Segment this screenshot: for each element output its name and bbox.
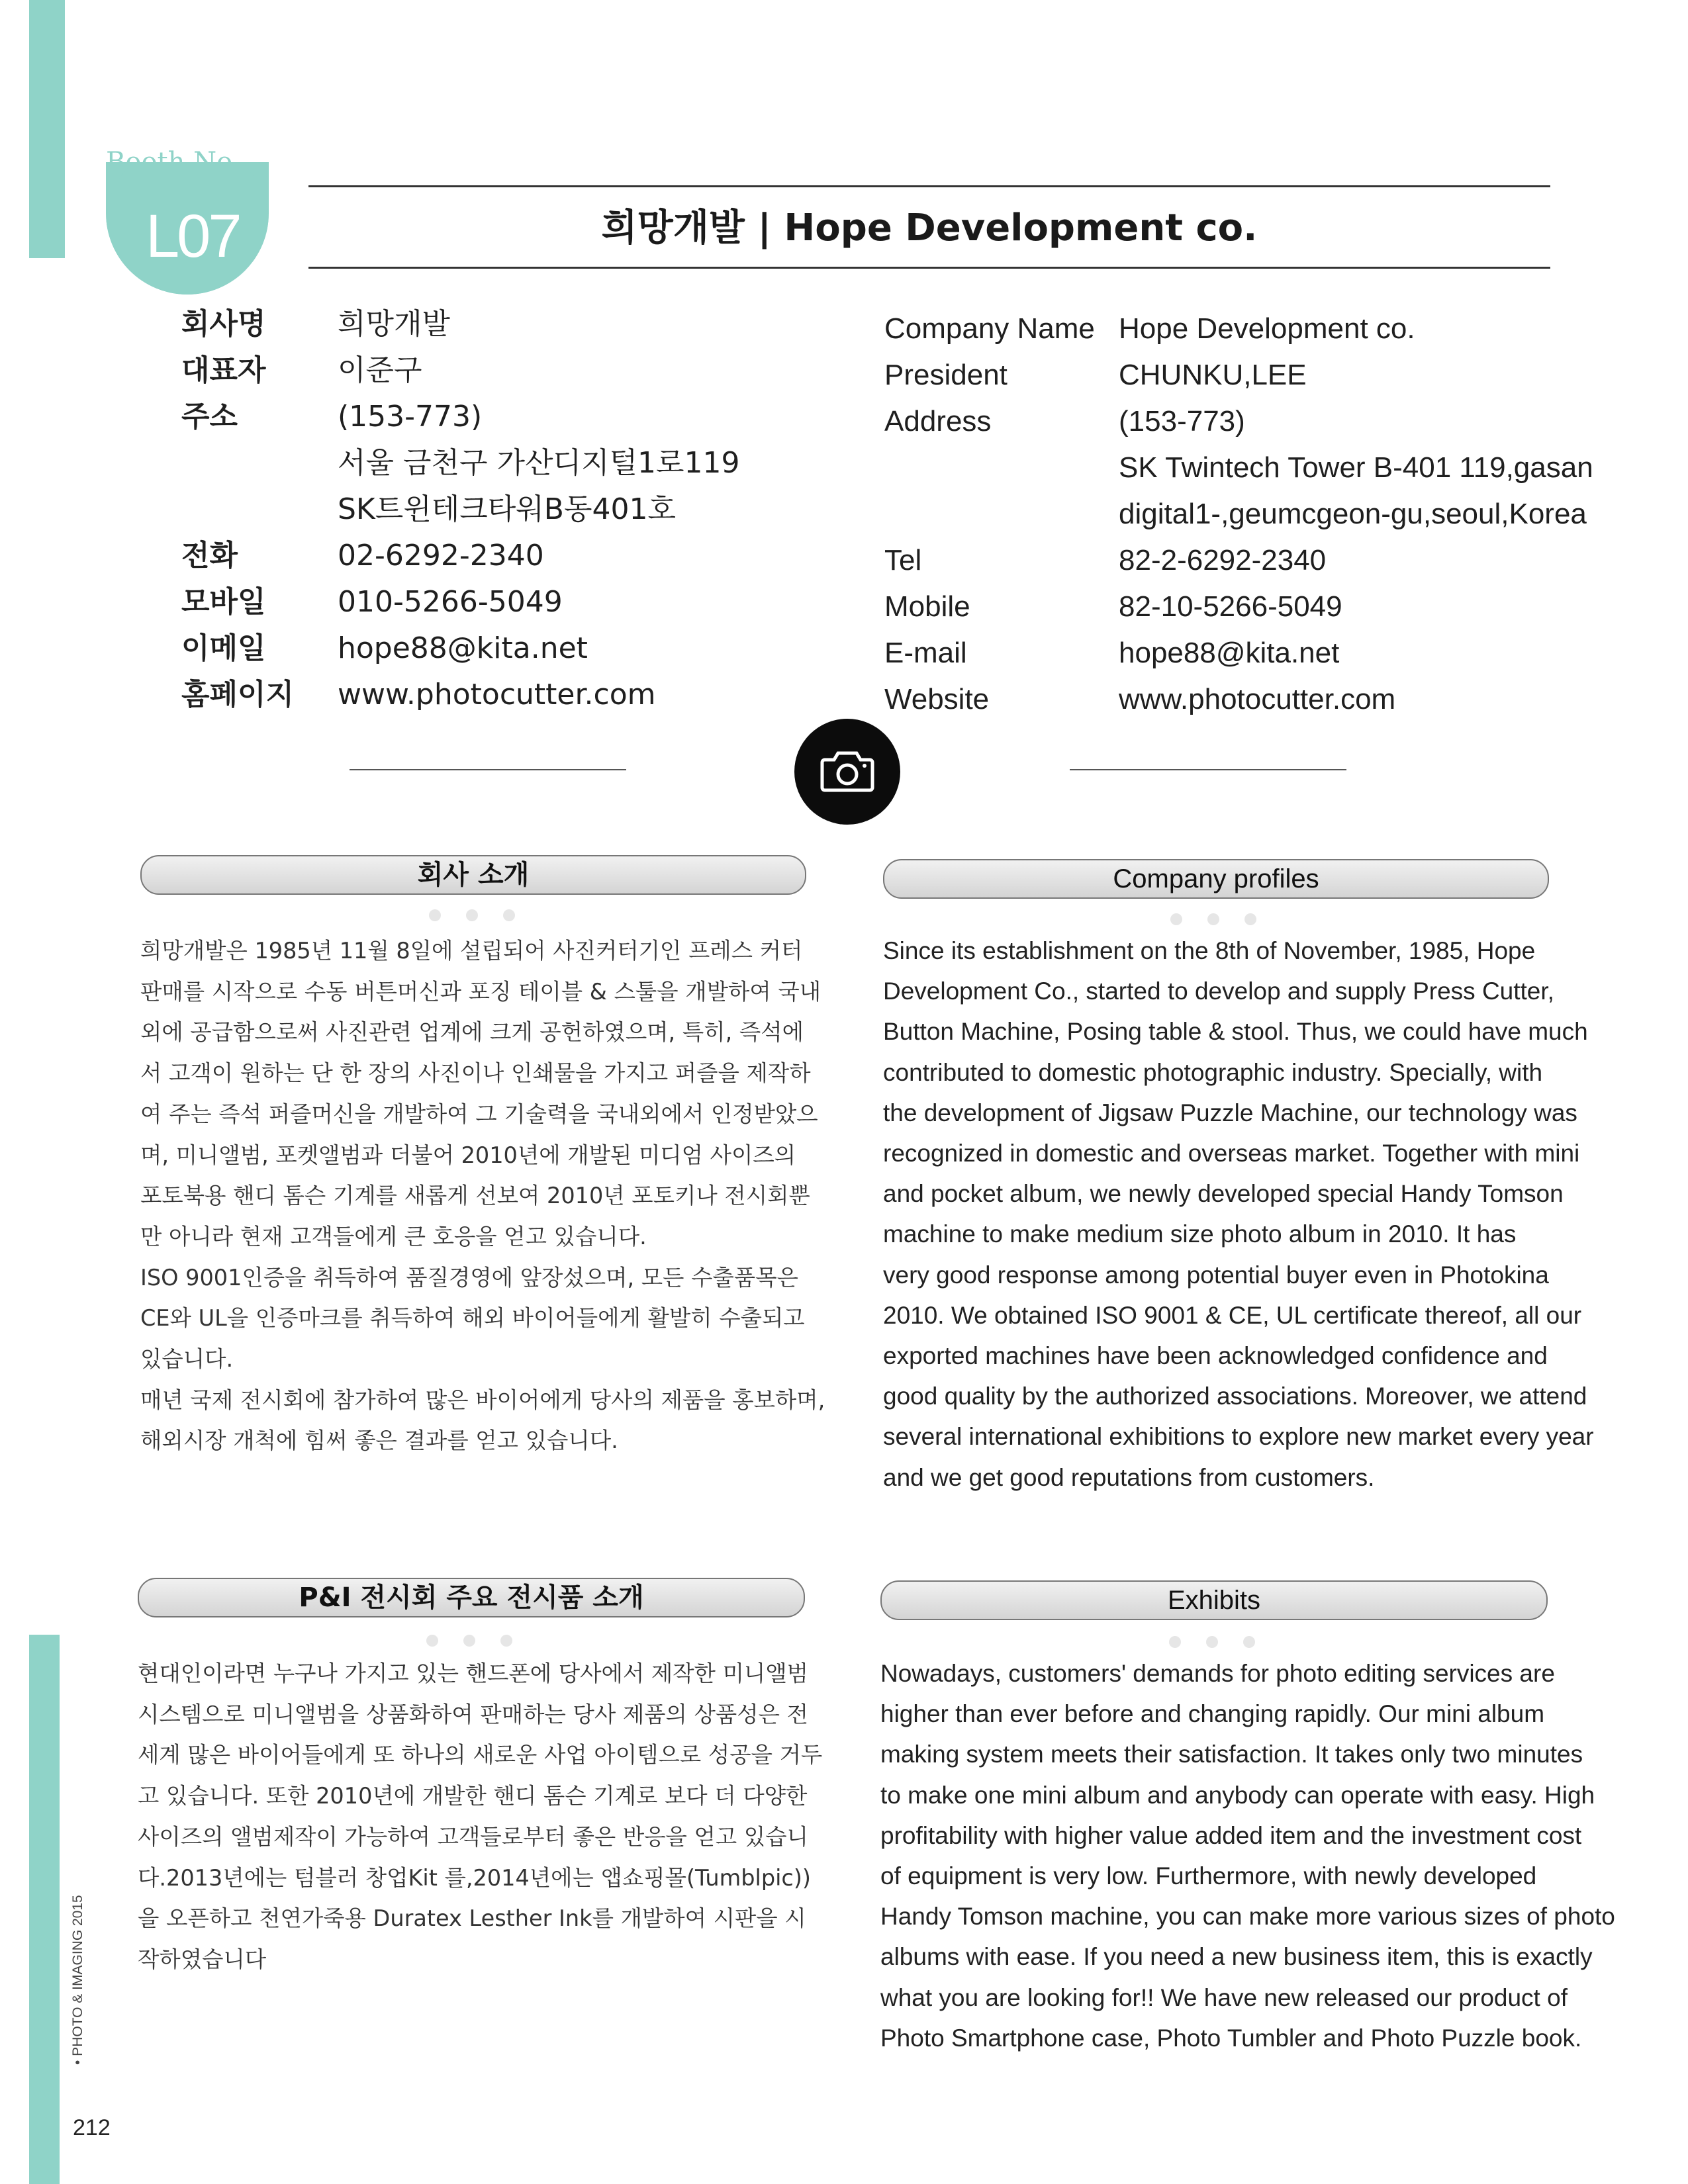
company-info-english	[884, 306, 1613, 723]
section-heading-exhibits-en: Exhibits	[880, 1580, 1548, 1620]
text-line: Development Co., started to develop and supply Press Cutter,	[883, 978, 1554, 1005]
info-value: www.photocutter.com	[338, 678, 656, 711]
info-value: Hope Development co.	[1119, 312, 1415, 345]
heading-dots	[426, 1635, 526, 1648]
info-value: SK트윈테크타워B동401호	[338, 492, 676, 526]
info-label: 전화	[181, 539, 238, 572]
info-row	[884, 398, 1613, 445]
text-line: 희망개발은 1985년 11월 8일에 설립되어 사진커터기인 프레스 커터	[140, 938, 803, 964]
section-heading-intro-en: Company profiles	[883, 859, 1549, 899]
info-label: 대표자	[181, 353, 266, 387]
info-value: 82-2-6292-2340	[1119, 544, 1327, 576]
text-line: of equipment is very low. Furthermore, with newly developed	[880, 1862, 1537, 1890]
info-row	[884, 306, 1613, 352]
company-info-korean	[181, 301, 777, 718]
text-line: several international exhibitions to explore new market every year	[883, 1423, 1594, 1451]
text-line: 만 아니라 현재 고객들에게 큰 호응을 얻고 있습니다.	[140, 1223, 647, 1250]
info-label: Tel	[884, 544, 922, 576]
text-line: the development of Jigsaw Puzzle Machine, our technology was	[883, 1099, 1577, 1126]
text-line: 여 주는 즉석 퍼즐머신을 개발하여 그 기술력을 국내외에서 인정받았으	[140, 1101, 818, 1127]
text-line: 작하였습니다	[138, 1946, 267, 1972]
text-line: to make one mini album and anybody can operate with easy. High	[880, 1781, 1595, 1809]
text-line: 포토북용 핸디 톰슨 기계를 새롭게 선보여 2010년 포토키나 전시회뿐	[140, 1183, 810, 1209]
page-title: 희망개발 | Hope Development co.	[601, 206, 1258, 250]
text-line: 을 오픈하고 천연가죽용 Duratex Lesther Ink를 개발하여 시판을 시	[138, 1905, 806, 1932]
text-line: Since its establishment on the 8th of November, 1985, Hope	[883, 937, 1536, 964]
text-line: albums with ease. If you need a new business item, this is exactly	[880, 1943, 1593, 1971]
info-value: 02-6292-2340	[338, 539, 544, 572]
info-row	[181, 486, 777, 533]
text-line: 해외시장 개척에 힘써 좋은 결과를 얻고 있습니다.	[140, 1428, 618, 1454]
text-line: Photo Smartphone case, Photo Tumbler and Photo Puzzle book.	[880, 2024, 1582, 2052]
page-number: 212	[73, 2115, 111, 2140]
text-line: 다.2013년에는 텀블러 창업Kit 를,2014년에는 앱쇼핑몰(Tumblpic))	[138, 1864, 811, 1891]
text-line: profitability with higher value added item and the investment cost	[880, 1821, 1582, 1849]
info-value: 010-5266-5049	[338, 585, 563, 619]
info-value: www.photocutter.com	[1119, 683, 1396, 715]
info-row	[884, 445, 1613, 491]
info-row	[181, 347, 777, 394]
info-row	[181, 625, 777, 672]
text-line: 매년 국제 전시회에 참가하여 많은 바이어에게 당사의 제품을 홍보하며,	[140, 1387, 825, 1413]
info-row	[884, 676, 1613, 723]
info-row	[181, 533, 777, 579]
booth-number: L07	[146, 203, 240, 270]
info-value: hope88@kita.net	[338, 631, 588, 665]
divider-right	[1070, 769, 1346, 770]
text-line: what you are looking for!! We have new released our product of	[880, 1983, 1568, 2011]
info-row	[181, 672, 777, 718]
exhibits-korean	[138, 1653, 822, 1980]
title-rule-top	[308, 185, 1550, 187]
info-value: digital1-,geumcgeon-gu,seoul,Korea	[1119, 498, 1587, 530]
info-row	[884, 630, 1613, 676]
text-line: 사이즈의 앨범제작이 가능하여 고객들로부터 좋은 반응을 얻고 있습니	[138, 1823, 809, 1850]
text-line: very good response among potential buyer even in Photokina	[883, 1261, 1549, 1289]
text-line: making system meets their satisfaction. It takes only two minutes	[880, 1741, 1583, 1768]
info-row	[181, 301, 777, 347]
info-label: 모바일	[181, 585, 266, 619]
text-line: 며, 미니앨범, 포켓앨범과 더불어 2010년에 개발된 미디엄 사이즈의	[140, 1142, 796, 1168]
text-line: and we get good reputations from customers.	[883, 1463, 1375, 1491]
text-line: and pocket album, we newly developed special Handy Tomson	[883, 1180, 1564, 1208]
text-line: 서 고객이 원하는 단 한 장의 사진이나 인쇄물을 가지고 퍼즐을 제작하	[140, 1060, 811, 1087]
info-row	[181, 579, 777, 625]
company-intro-english	[883, 931, 1594, 1498]
info-value: 서울 금천구 가산디지털1로119	[338, 446, 740, 480]
text-line: CE와 UL을 인증마크를 취득하여 해외 바이어들에게 활발히 수출되고	[140, 1305, 805, 1332]
text-line: 2010. We obtained ISO 9001 & CE, UL certificate thereof, all our	[883, 1301, 1582, 1329]
info-value: hope88@kita.net	[1119, 637, 1340, 669]
info-row	[181, 394, 777, 440]
text-line: good quality by the authorized associations. Moreover, we attend	[883, 1383, 1587, 1410]
info-label: Address	[884, 405, 992, 437]
info-value: (153-773)	[1119, 405, 1245, 437]
text-line: Handy Tomson machine, you can make more various sizes of photo	[880, 1903, 1615, 1931]
text-line: recognized in domestic and overseas market. Together with mini	[883, 1140, 1580, 1167]
info-label: E-mail	[884, 637, 967, 669]
info-row	[884, 491, 1613, 537]
magazine-caption: • PHOTO & IMAGING 2015	[70, 1895, 85, 2065]
info-row	[181, 440, 777, 486]
text-line: ISO 9001인증을 취득하여 품질경영에 앞장섰으며, 모든 수출품목은	[140, 1264, 798, 1291]
info-value: (153-773)	[338, 400, 483, 433]
text-line: 고 있습니다. 또한 2010년에 개발한 핸디 톰슨 기계로 보다 더 다양한	[138, 1783, 808, 1809]
info-row	[884, 584, 1613, 630]
teal-accent-bar-bottom	[29, 1635, 60, 2184]
info-label: Company Name	[884, 312, 1095, 345]
info-label: 회사명	[181, 307, 266, 341]
info-label: Website	[884, 683, 990, 715]
info-value: 희망개발	[338, 307, 451, 341]
text-line: 시스템으로 미니앨범을 상품화하여 판매하는 당사 제품의 상품성은 전	[138, 1701, 809, 1727]
info-row	[884, 537, 1613, 584]
divider-left	[350, 769, 626, 770]
text-line: 현대인이라면 누구나 가지고 있는 핸드폰에 당사에서 제작한 미니앨범	[138, 1661, 809, 1686]
info-value: 이준구	[338, 353, 422, 387]
info-row	[884, 352, 1613, 398]
section-heading-intro-kr: 회사 소개	[140, 855, 806, 895]
heading-dots	[1170, 913, 1270, 927]
info-value: CHUNKU,LEE	[1119, 359, 1307, 391]
info-value: 82-10-5266-5049	[1119, 590, 1342, 623]
text-line: 외에 공급함으로써 사진관련 업계에 크게 공헌하였으며, 특히, 즉석에	[140, 1019, 804, 1046]
company-intro-korean	[140, 931, 825, 1461]
text-line: Button Machine, Posing table & stool. Thus, we could have much	[883, 1018, 1588, 1046]
heading-dots	[1169, 1636, 1268, 1649]
title-rule-bottom	[308, 267, 1550, 269]
teal-accent-bar-top	[29, 0, 65, 258]
text-line: higher than ever before and changing rapidly. Our mini album	[880, 1700, 1545, 1728]
exhibits-english	[880, 1653, 1615, 2058]
text-line: 있습니다.	[140, 1346, 234, 1373]
info-value: SK Twintech Tower B-401 119,gasan	[1119, 451, 1593, 484]
info-label: 이메일	[181, 631, 266, 665]
info-label: President	[884, 359, 1008, 391]
heading-dots	[429, 909, 528, 923]
text-line: 세계 많은 바이어들에게 또 하나의 새로운 사업 아이템으로 성공을 거두	[138, 1742, 823, 1768]
text-line: Nowadays, customers' demands for photo editing services are	[880, 1660, 1555, 1687]
section-heading-exhibits-kr: P&I 전시회 주요 전시품 소개	[138, 1578, 805, 1617]
booth-badge	[106, 162, 269, 295]
camera-icon	[794, 719, 900, 825]
info-label: 홈페이지	[181, 678, 295, 711]
text-line: exported machines have been acknowledged confidence and	[883, 1342, 1548, 1370]
info-label: 주소	[181, 400, 238, 433]
info-label: Mobile	[884, 590, 970, 623]
text-line: machine to make medium size photo album in 2010. It has	[883, 1220, 1517, 1248]
text-line: contributed to domestic photographic industry. Specially, with	[883, 1058, 1543, 1086]
text-line: 판매를 시작으로 수동 버튼머신과 포징 테이블 & 스툴을 개발하여 국내	[140, 978, 821, 1005]
